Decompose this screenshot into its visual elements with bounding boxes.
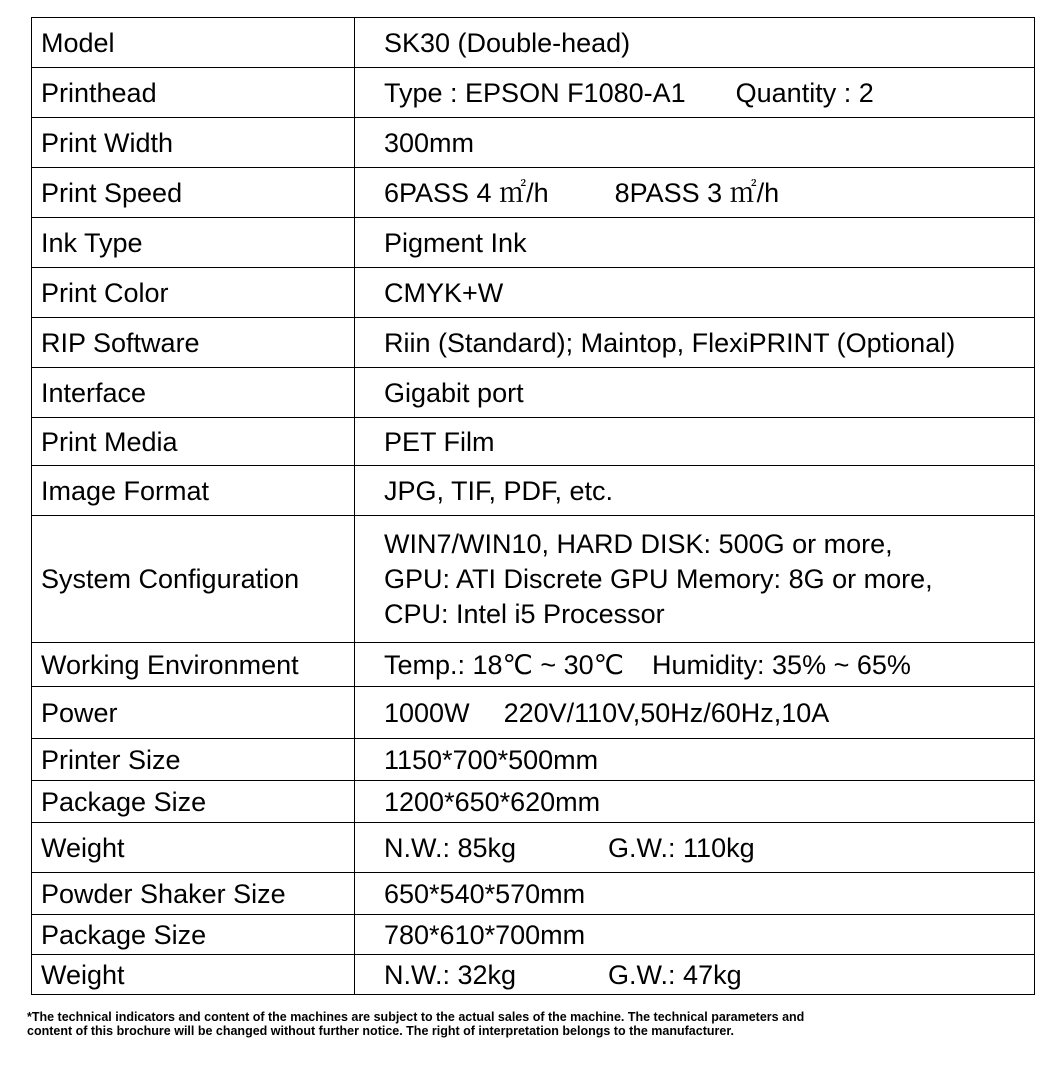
row-label: Powder Shaker Size: [32, 873, 355, 915]
row-value: [355, 643, 1035, 687]
table-row: [32, 318, 1035, 368]
row-value: [355, 687, 1035, 739]
row-label: Interface: [32, 368, 355, 418]
table-row: [32, 168, 1035, 218]
row-label: RIP Software: [32, 318, 355, 368]
row-value: 780*610*700mm: [355, 915, 1035, 955]
sysconfig-line: GPU: ATI Discrete GPU Memory: 8G or more,: [384, 563, 933, 594]
row-label: Package Size: [32, 781, 355, 823]
row-label: Ink Type: [32, 218, 355, 268]
table-row: [32, 516, 1035, 643]
row-label: Image Format: [32, 466, 355, 516]
weight-net: N.W.: 85kg: [384, 832, 517, 863]
row-label: Printer Size: [32, 739, 355, 781]
footnote-line: *The technical indicators and content of the machines are subject to the actual sales of the machine. The technical parameters and: [27, 1010, 805, 1024]
row-label: Package Size: [32, 915, 355, 955]
row-label: Model: [32, 18, 355, 68]
table-row: [32, 739, 1035, 781]
table-row: [32, 68, 1035, 118]
row-value: 650*540*570mm: [355, 873, 1035, 915]
row-label: Power: [32, 687, 355, 739]
row-value: Pigment Ink: [355, 218, 1035, 268]
table-row: [32, 466, 1035, 516]
speed-6pass: 6PASS 4 ㎡/h: [384, 177, 549, 208]
row-label: Print Media: [32, 418, 355, 466]
sysconfig-line: WIN7/WIN10, HARD DISK: 500G or more,: [384, 528, 893, 559]
table-row: [32, 781, 1035, 823]
row-value: [355, 68, 1035, 118]
table-row: [32, 873, 1035, 915]
table-row: [32, 687, 1035, 739]
row-value: [355, 955, 1035, 995]
row-label: Print Speed: [32, 168, 355, 218]
row-value: [355, 823, 1035, 873]
table-row: [32, 823, 1035, 873]
row-label: Printhead: [32, 68, 355, 118]
table-row: [32, 418, 1035, 466]
row-value: JPG, TIF, PDF, etc.: [355, 466, 1035, 516]
row-label: Print Width: [32, 118, 355, 168]
row-value: 1200*650*620mm: [355, 781, 1035, 823]
power-spec: 220V/110V,50Hz/60Hz,10A: [503, 697, 830, 728]
table-row: [32, 218, 1035, 268]
row-value: Gigabit port: [355, 368, 1035, 418]
table-row: [32, 18, 1035, 68]
table-row: [32, 915, 1035, 955]
row-value: CMYK+W: [355, 268, 1035, 318]
table-row: [32, 955, 1035, 995]
row-value: [355, 516, 1035, 643]
row-label: System Configuration: [32, 516, 355, 643]
table-row: [32, 118, 1035, 168]
row-label: Working Environment: [32, 643, 355, 687]
footnote-line: content of this brochure will be changed without further notice. The right of interpretation belongs to the manufacturer.: [27, 1024, 734, 1038]
footnote: [27, 1010, 1037, 1038]
row-label: Weight: [32, 823, 355, 873]
printhead-quantity: Quantity : 2: [735, 77, 874, 108]
row-value: [355, 168, 1035, 218]
row-value: Riin (Standard); Maintop, FlexiPRINT (Optional): [355, 318, 1035, 368]
weight-gross: G.W.: 110kg: [608, 832, 755, 863]
row-value: 1150*700*500mm: [355, 739, 1035, 781]
speed-8pass: 8PASS 3 ㎡/h: [614, 177, 780, 208]
weight-gross: G.W.: 47kg: [608, 959, 742, 990]
printhead-type: Type : EPSON F1080-A1: [384, 77, 686, 108]
weight-net: N.W.: 32kg: [384, 959, 517, 990]
env-humidity: Humidity: 35% ~ 65%: [652, 649, 911, 680]
power-watt: 1000W: [384, 697, 470, 728]
table-row: [32, 643, 1035, 687]
row-value: PET Film: [355, 418, 1035, 466]
row-value: 300mm: [355, 118, 1035, 168]
spec-table: [31, 17, 1035, 995]
env-temp: Temp.: 18℃ ~ 30℃: [384, 649, 625, 680]
table-row: [32, 368, 1035, 418]
row-value: SK30 (Double-head): [355, 18, 1035, 68]
row-label: Print Color: [32, 268, 355, 318]
row-label: Weight: [32, 955, 355, 995]
sysconfig-line: CPU: Intel i5 Processor: [384, 598, 665, 629]
table-row: [32, 268, 1035, 318]
